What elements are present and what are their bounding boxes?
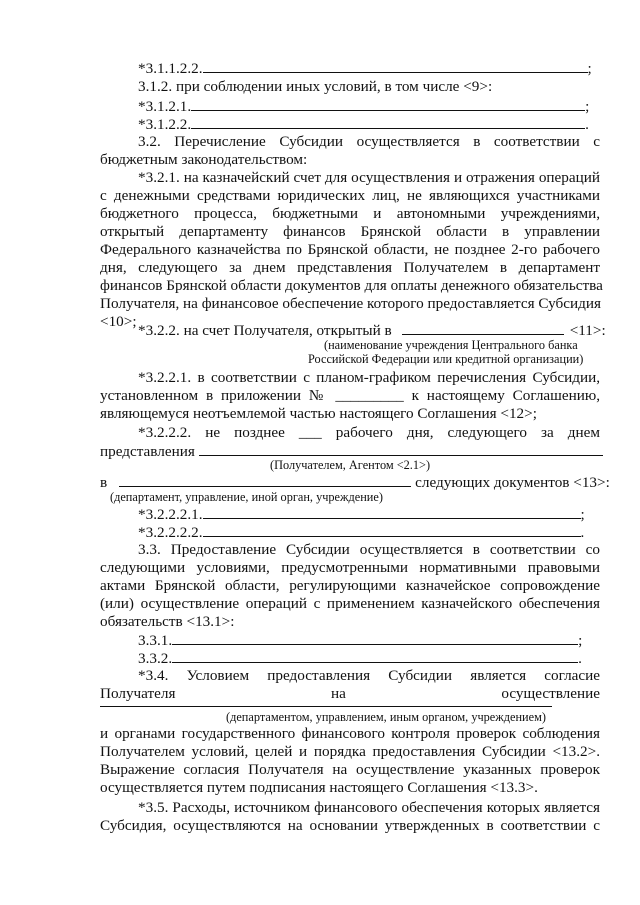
clause-3-4-line: Получателя на осуществление [100,685,600,702]
caption-agent: (Получателем, Агентом <2.1>) [270,458,431,472]
clause-3-3-2: 3.3.2. . [138,650,582,667]
clause-3-2-2-1-end: являющемуся неотъемлемой частью настоящего Соглашения <12>; [100,405,537,422]
clause-3-4-end: осуществляется путем подписания настоящего Соглашения <13.3>. [100,779,538,796]
clause-3-2-2-2-dept: в следующих документов <13>: [100,474,610,491]
fill-in-blank [172,649,578,663]
fill-in-blank [203,523,581,537]
caption-bank-name: (наименование учреждения Центрального банка [324,338,578,352]
fill-in-blank [191,97,585,111]
fill-in-blank [203,505,581,519]
clause-3-5: *3.5. Расходы, источником финансового обеспечения которых является [138,799,600,816]
clause-3-1-1-2-2: *3.1.1.2.2. ; [138,60,592,77]
clause-3-2-2: *3.2.2. на счет Получателя, открытый в <11>: [138,322,606,339]
fill-in-blank [100,706,552,707]
clause-3-5-line: Субсидия, осуществляются на основании утвержденных в соответствии с [100,817,600,834]
clause-3-1-2-2: *3.1.2.2. . [138,116,589,133]
fill-in-blank [172,631,578,645]
clause-3-2: 3.2. Перечисление Субсидии осуществляется в соответствии с [138,133,600,150]
fill-in-blank [402,321,564,335]
caption-department: (департамент, управление, иной орган, учреждение) [110,490,383,504]
clause-3-4: *3.4. Условием предоставления Субсидии является согласие [138,667,600,684]
clause-3-2-1-line: дня, следующего за днем представления Получателем в департамент [100,259,600,276]
clause-3-2-2-2-line: представления [100,442,600,461]
clause-3-2-2-2-1: *3.2.2.2.1. ; [138,506,585,523]
clause-3-4-line: Выражение согласия Получателя на осуществление указанных проверок [100,761,600,778]
caption-bank-name-2: Российской Федерации или кредитной организации) [308,352,584,366]
clause-3-3-line: следующими условиями, предусмотренными нормативными правовыми [100,559,600,576]
clause-3-2-cont: бюджетным законодательством: [100,151,308,168]
fill-in-blank [191,115,585,129]
clause-3-2-1-line: Получателя, на финансовое обеспечение которого предоставляется Субсидия [100,295,601,312]
clause-3-3: 3.3. Предоставление Субсидии осуществляется в соответствии со [138,541,600,558]
clause-3-2-1: *3.2.1. на казначейский счет для осуществления и отражения операций [138,169,600,186]
clause-3-2-2-1-line: установленном в приложении № _________ к настоящему Соглашению, [100,387,600,404]
clause-3-4-line: Получателем условий, целей и порядка предоставления Субсидии <13.2>. [100,743,600,760]
clause-3-3-1: 3.3.1. ; [138,632,583,649]
clause-3-1-2: 3.1.2. при соблюдении иных условий, в том числе <9>: [138,78,493,95]
fill-in-blank [199,442,603,456]
clause-3-2-2-2-2: *3.2.2.2.2. . [138,524,585,541]
caption-organs: (департаментом, управлением, иным органом, учреждением) [226,710,546,724]
clause-3-2-1-end: <10>; [100,313,137,330]
clause-3-2-1-line: финансов Брянской области документов для оплаты денежного обязательства [100,277,603,294]
clause-3-4-line: и органами государственного финансового контроля проверок соблюдения [100,725,600,742]
clause-3-2-1-line: с денежными средствами юридических лиц, не являющихся участниками [100,187,600,204]
fill-in-blank [119,473,411,487]
clause-3-2-2-2: *3.2.2.2. не позднее ___ рабочего дня, следующего за днем [138,424,600,441]
clause-3-3-line: (или) осуществление операций с применением казначейского обеспечения [100,595,600,612]
clause-3-3-line: актами Брянской области, регулирующими казначейское сопровождение [100,577,600,594]
clause-3-2-1-line: открытый департаменту финансов Брянской области в управлении [100,223,600,240]
clause-3-2-1-line: Федерального казначейства по Брянской области, не позднее 2-го рабочего [100,241,600,258]
fill-in-blank [203,59,588,73]
clause-3-1-2-1: *3.1.2.1. ; [138,98,590,115]
clause-number: *3.1.1.2.2. [138,60,203,77]
clause-3-3-end: обязательств <13.1>: [100,613,235,630]
clause-3-2-2-1: *3.2.2.1. в соответствии с планом-графиком перечисления Субсидии, [138,369,600,386]
clause-3-2-1-line: бюджетного процесса, бюджетными и автономными учреждениями, [100,205,600,222]
